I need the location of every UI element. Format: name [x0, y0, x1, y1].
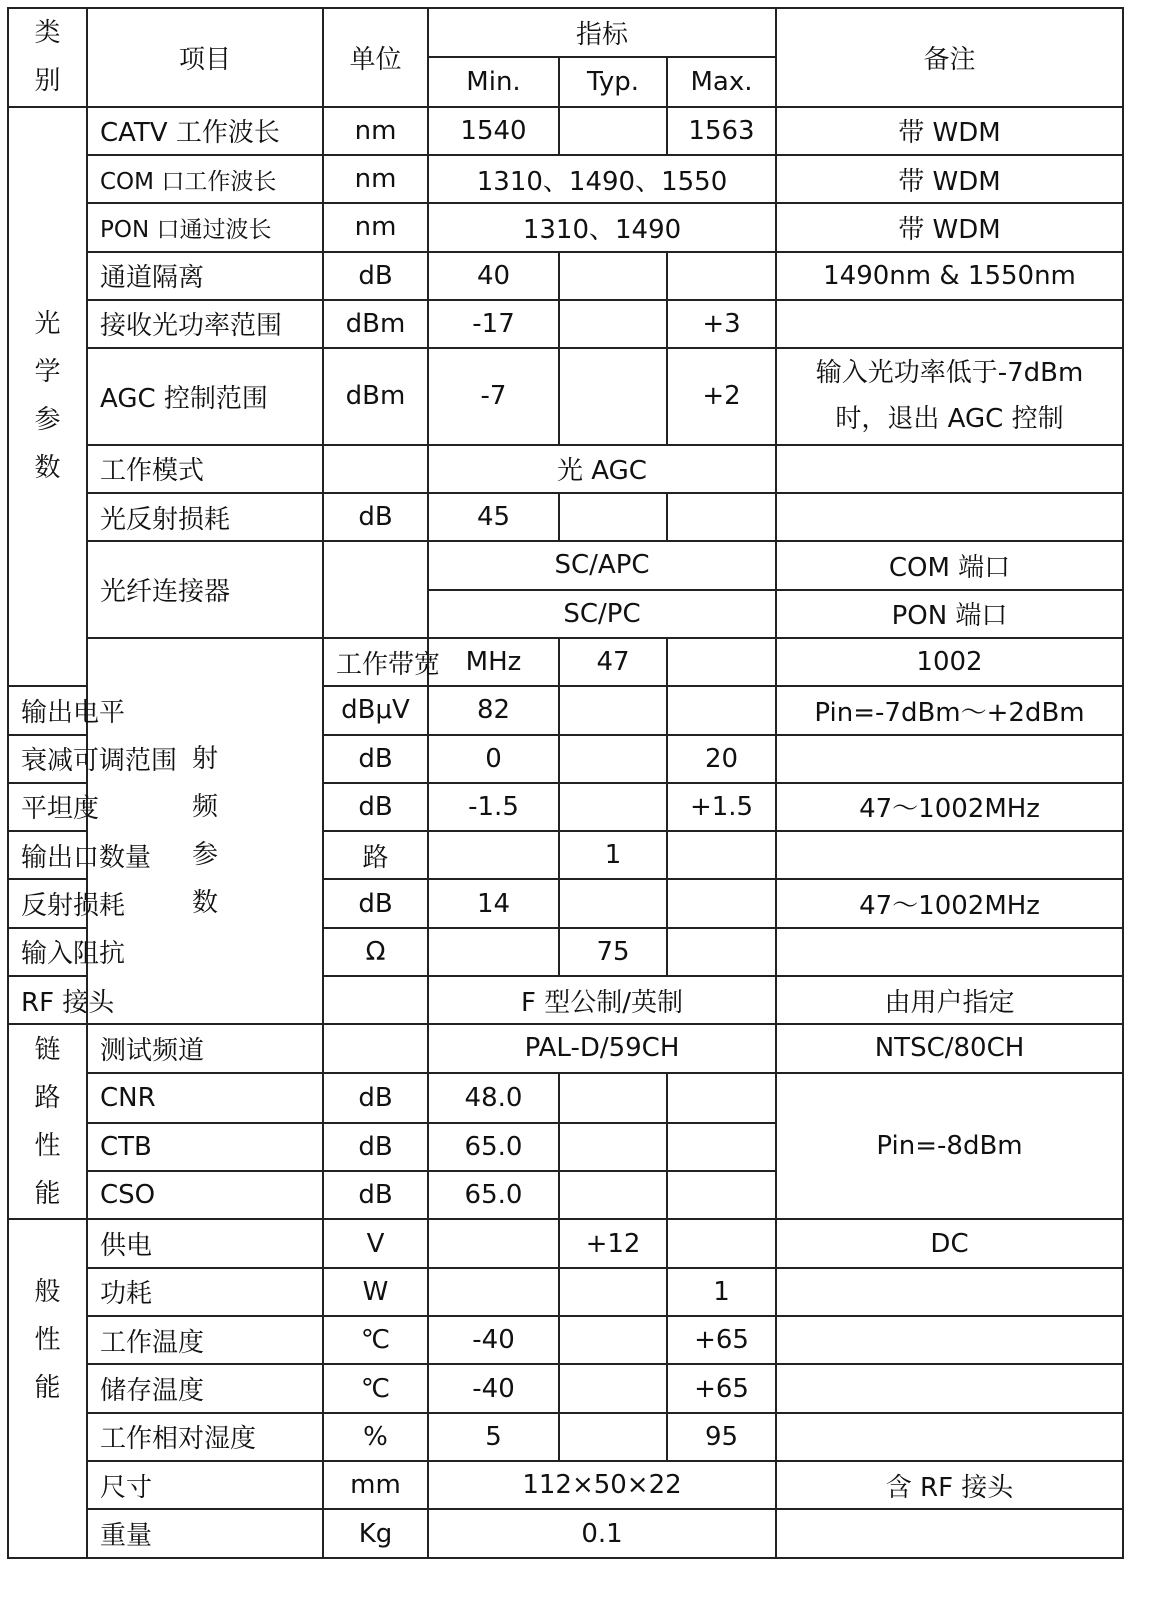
value-cell: 112×50×22	[428, 1461, 776, 1509]
item-cell: COM 口工作波长	[87, 155, 323, 203]
min-cell	[428, 928, 559, 976]
typ-cell	[559, 1171, 667, 1219]
unit-cell: ℃	[323, 1364, 428, 1412]
item-cell: 工作带宽	[323, 638, 428, 686]
unit-cell: dB	[323, 252, 428, 300]
max-cell: 1563	[667, 107, 776, 155]
max-cell: 1	[667, 1268, 776, 1316]
table-row	[8, 1316, 1123, 1364]
min-cell: -1.5	[428, 783, 559, 831]
min-cell: 40	[428, 252, 559, 300]
max-cell	[667, 1171, 776, 1219]
typ-cell	[559, 493, 667, 541]
note-cell	[776, 1413, 1123, 1461]
value-cell: 1310、1490、1550	[428, 155, 776, 203]
item-cell: 光反射损耗	[87, 493, 323, 541]
min-cell: 45	[428, 493, 559, 541]
note-cell	[776, 493, 1123, 541]
table-row	[8, 203, 1123, 251]
min-cell: -17	[428, 300, 559, 348]
table-row	[8, 155, 1123, 203]
max-cell: +65	[667, 1364, 776, 1412]
item-cell: CTB	[87, 1123, 323, 1171]
unit-cell: dB	[323, 783, 428, 831]
note-cell	[776, 1268, 1123, 1316]
max-cell: +2	[667, 348, 776, 445]
note-cell: 47～1002MHz	[776, 783, 1123, 831]
note-cell	[776, 928, 1123, 976]
table-row	[8, 1073, 1123, 1123]
unit-cell: nm	[323, 203, 428, 251]
note-cell	[776, 1316, 1123, 1364]
max-cell	[667, 1073, 776, 1123]
unit-cell: MHz	[428, 638, 559, 686]
unit-cell: %	[323, 1413, 428, 1461]
max-cell	[667, 928, 776, 976]
table-row	[8, 1509, 1123, 1558]
value-cell: F 型公制/英制	[428, 976, 776, 1024]
category-general: 般 性 能	[8, 1219, 87, 1558]
value-cell: 0.1	[428, 1509, 776, 1558]
note-cell: NTSC/80CH	[776, 1024, 1123, 1072]
note-cell: Pin=-8dBm	[776, 1073, 1123, 1220]
item-cell: 光纤连接器	[87, 541, 323, 638]
item-cell: 功耗	[87, 1268, 323, 1316]
item-cell: 反射损耗	[8, 879, 87, 927]
unit-cell: dB	[323, 493, 428, 541]
unit-cell: 路	[323, 831, 428, 879]
min-cell	[428, 1219, 559, 1267]
min-cell: -40	[428, 1316, 559, 1364]
note-line: 输入光功率低于-7dBm	[815, 358, 1084, 389]
unit-cell: dB	[323, 879, 428, 927]
typ-cell	[559, 1123, 667, 1171]
note-cell: 带 WDM	[776, 155, 1123, 203]
unit-cell: Kg	[323, 1509, 428, 1558]
note-cell: 47～1002MHz	[776, 879, 1123, 927]
unit-cell: nm	[323, 155, 428, 203]
spec-table	[7, 7, 1124, 1559]
table-row	[8, 300, 1123, 348]
category-link: 链 路 性 能	[8, 1024, 87, 1219]
min-cell	[428, 831, 559, 879]
min-cell: 47	[559, 638, 667, 686]
unit-cell: dBμV	[323, 686, 428, 734]
value-cell: 光 AGC	[428, 445, 776, 493]
note-cell: 含 RF 接头	[776, 1461, 1123, 1509]
max-cell: 20	[667, 735, 776, 783]
max-cell	[667, 686, 776, 734]
note-cell: 由用户指定	[776, 976, 1123, 1024]
note-cell	[776, 348, 1123, 445]
typ-cell	[559, 252, 667, 300]
header-category: 类 别	[8, 8, 87, 107]
item-cell: 衰减可调范围	[8, 735, 87, 783]
unit-cell: ℃	[323, 1316, 428, 1364]
unit-cell: dB	[323, 1123, 428, 1171]
note-cell	[776, 1509, 1123, 1558]
item-cell: AGC 控制范围	[87, 348, 323, 445]
typ-cell	[667, 638, 776, 686]
item-cell: RF 接头	[8, 976, 87, 1024]
typ-cell	[559, 107, 667, 155]
item-cell: 输出电平	[8, 686, 87, 734]
min-cell: -7	[428, 348, 559, 445]
note-cell: 1490nm & 1550nm	[776, 252, 1123, 300]
min-cell: 65.0	[428, 1123, 559, 1171]
table-row	[8, 445, 1123, 493]
item-cell: 接收光功率范围	[87, 300, 323, 348]
max-cell	[667, 1219, 776, 1267]
note-cell	[776, 300, 1123, 348]
unit-cell	[323, 541, 428, 638]
category-rf: 射 频 参 数	[87, 638, 323, 1024]
typ-cell	[559, 783, 667, 831]
header-max: Max.	[667, 57, 776, 106]
item-cell: 测试频道	[87, 1024, 323, 1072]
item-cell: 输出口数量	[8, 831, 87, 879]
table-row	[8, 107, 1123, 155]
typ-cell	[559, 686, 667, 734]
item-cell: 工作模式	[87, 445, 323, 493]
unit-cell	[323, 445, 428, 493]
note-cell: 带 WDM	[776, 107, 1123, 155]
item-cell: 工作相对湿度	[87, 1413, 323, 1461]
unit-cell: dBm	[323, 300, 428, 348]
note-cell	[776, 445, 1123, 493]
typ-cell: 1	[559, 831, 667, 879]
typ-cell: +12	[559, 1219, 667, 1267]
header-unit: 单位	[323, 8, 428, 107]
header-note: 备注	[776, 8, 1123, 107]
table-row	[8, 493, 1123, 541]
header-item: 项目	[87, 8, 323, 107]
table-row	[8, 1219, 1123, 1267]
table-row	[8, 1268, 1123, 1316]
item-cell: CSO	[87, 1171, 323, 1219]
item-cell: 工作温度	[87, 1316, 323, 1364]
max-cell: +65	[667, 1316, 776, 1364]
note-cell: Pin=-7dBm～+2dBm	[776, 686, 1123, 734]
unit-cell: dB	[323, 1171, 428, 1219]
value-cell: SC/PC	[428, 590, 776, 638]
item-cell: 平坦度	[8, 783, 87, 831]
typ-cell	[559, 1268, 667, 1316]
typ-cell	[559, 879, 667, 927]
typ-cell	[559, 1316, 667, 1364]
typ-cell	[559, 735, 667, 783]
item-cell: 尺寸	[87, 1461, 323, 1509]
min-cell: 1540	[428, 107, 559, 155]
min-cell: 14	[428, 879, 559, 927]
unit-cell	[323, 976, 428, 1024]
max-cell	[667, 493, 776, 541]
min-cell: 65.0	[428, 1171, 559, 1219]
header-min: Min.	[428, 57, 559, 106]
unit-cell: Ω	[323, 928, 428, 976]
item-cell: CNR	[87, 1073, 323, 1123]
category-optical: 光 学 参 数	[8, 107, 87, 687]
note-cell: 带 WDM	[776, 203, 1123, 251]
typ-cell	[559, 1413, 667, 1461]
note-line: 时，退出 AGC 控制	[835, 404, 1064, 435]
table-row	[8, 638, 1123, 686]
max-cell	[667, 831, 776, 879]
unit-cell: W	[323, 1268, 428, 1316]
note-cell	[776, 735, 1123, 783]
max-cell	[667, 252, 776, 300]
typ-cell	[559, 348, 667, 445]
max-cell: 95	[667, 1413, 776, 1461]
item-cell: 通道隔离	[87, 252, 323, 300]
item-cell: 储存温度	[87, 1364, 323, 1412]
table-row	[8, 1024, 1123, 1072]
header-spec: 指标	[428, 8, 776, 57]
item-cell: 供电	[87, 1219, 323, 1267]
typ-cell: 75	[559, 928, 667, 976]
typ-cell	[559, 1364, 667, 1412]
header-typ: Typ.	[559, 57, 667, 106]
value-cell: PAL-D/59CH	[428, 1024, 776, 1072]
min-cell: 82	[428, 686, 559, 734]
min-cell: 5	[428, 1413, 559, 1461]
note-cell	[776, 831, 1123, 879]
note-cell: DC	[776, 1219, 1123, 1267]
table-row	[8, 541, 1123, 589]
unit-cell: dBm	[323, 348, 428, 445]
table-row	[8, 1364, 1123, 1412]
unit-cell	[323, 1024, 428, 1072]
max-cell	[667, 1123, 776, 1171]
max-cell: +3	[667, 300, 776, 348]
item-cell: 输入阻抗	[8, 928, 87, 976]
table-row	[8, 1413, 1123, 1461]
note-cell	[776, 1364, 1123, 1412]
min-cell	[428, 1268, 559, 1316]
unit-cell: dB	[323, 735, 428, 783]
item-cell: CATV 工作波长	[87, 107, 323, 155]
table-row	[8, 252, 1123, 300]
min-cell: -40	[428, 1364, 559, 1412]
max-cell	[667, 879, 776, 927]
unit-cell: V	[323, 1219, 428, 1267]
typ-cell	[559, 300, 667, 348]
min-cell: 48.0	[428, 1073, 559, 1123]
note-cell: COM 端口	[776, 541, 1123, 589]
unit-cell: nm	[323, 107, 428, 155]
max-cell: +1.5	[667, 783, 776, 831]
typ-cell	[559, 1073, 667, 1123]
unit-cell: mm	[323, 1461, 428, 1509]
value-cell: SC/APC	[428, 541, 776, 589]
value-cell: 1310、1490	[428, 203, 776, 251]
table-row	[8, 1461, 1123, 1509]
min-cell: 0	[428, 735, 559, 783]
item-cell: PON 口通过波长	[87, 203, 323, 251]
unit-cell: dB	[323, 1073, 428, 1123]
table-row	[8, 348, 1123, 445]
note-cell: PON 端口	[776, 590, 1123, 638]
max-cell: 1002	[776, 638, 1123, 686]
item-cell: 重量	[87, 1509, 323, 1558]
